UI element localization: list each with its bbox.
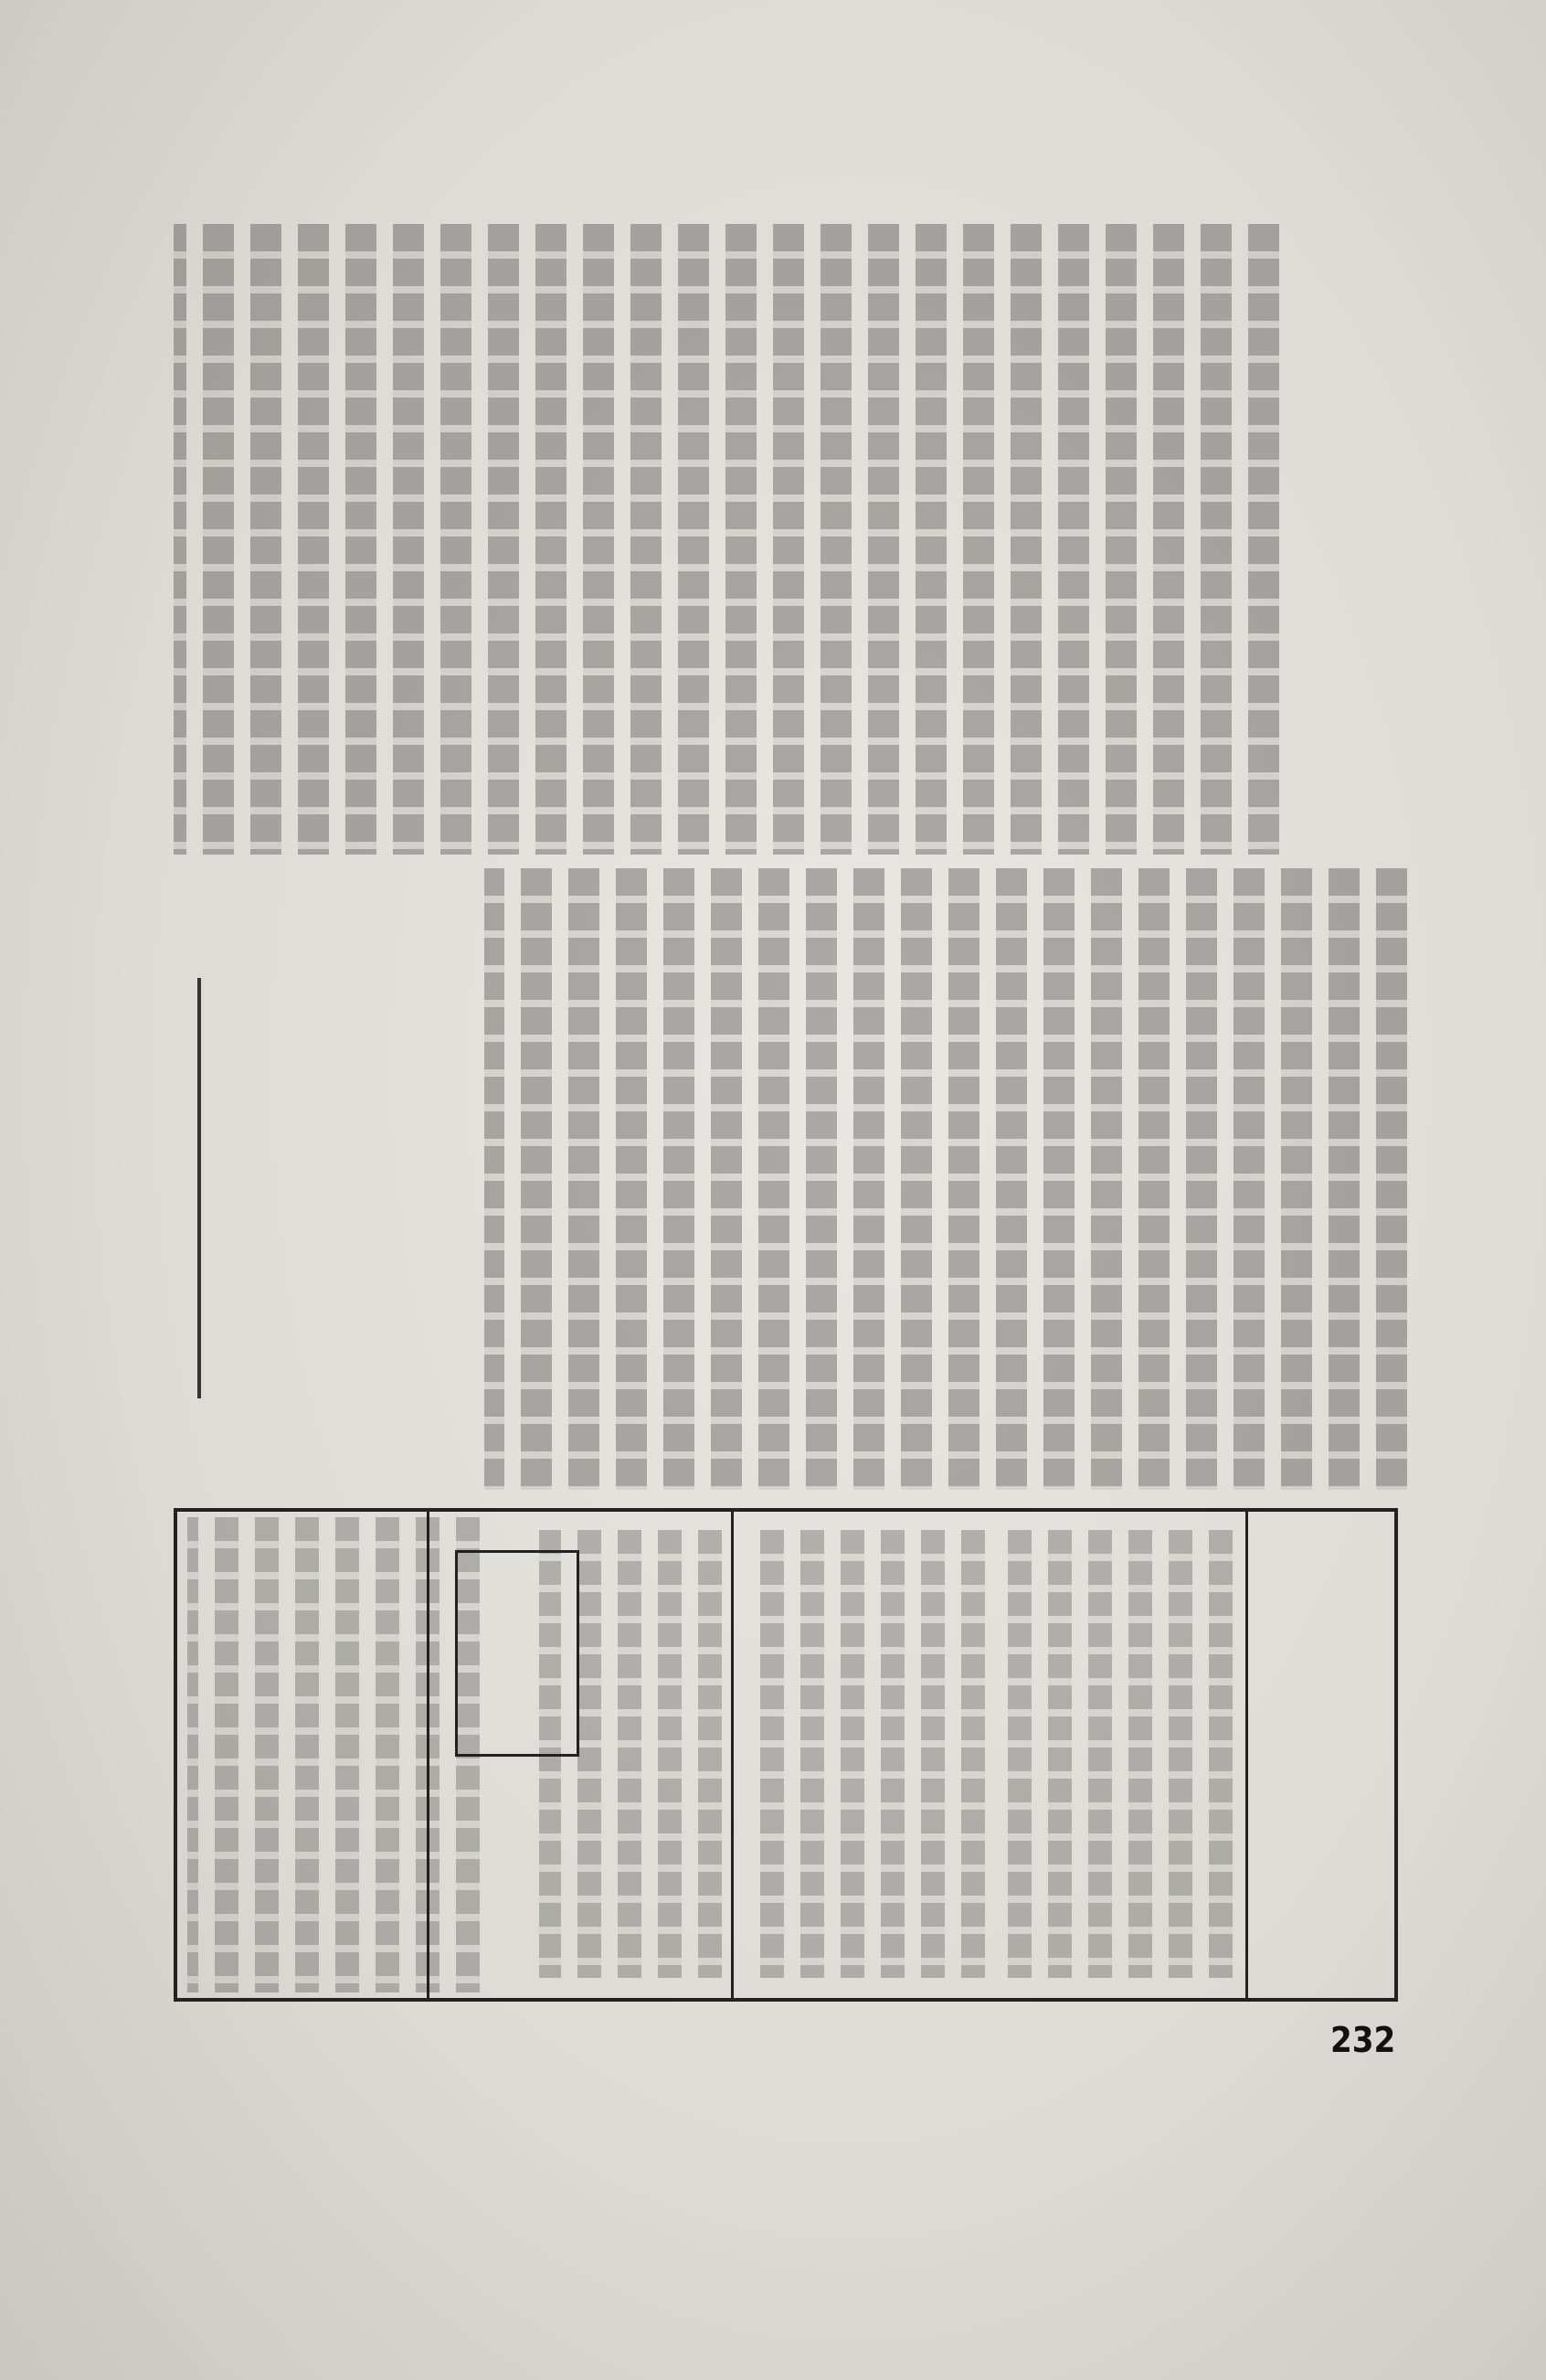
- order-notices-block: [187, 1517, 480, 1992]
- order-notices-text: [187, 1517, 480, 1992]
- pricing-text: [1000, 1530, 1233, 1978]
- upper-block-text: [174, 224, 1279, 855]
- ad-separator: [731, 1512, 734, 1998]
- pricing-section: [734, 1512, 1245, 1998]
- page-number: 232: [1329, 2020, 1396, 2060]
- ad-separator: [1245, 1512, 1248, 1998]
- lower-block-text: [256, 868, 1407, 1490]
- magazine-title-section: [1248, 1512, 1394, 1998]
- editorial-upper-block: [174, 224, 1279, 855]
- page-heading: [1316, 302, 1398, 640]
- ad-rates-text: [752, 1530, 985, 1978]
- editorial-lower-block: [256, 868, 1407, 1490]
- section-divider: [197, 978, 201, 1398]
